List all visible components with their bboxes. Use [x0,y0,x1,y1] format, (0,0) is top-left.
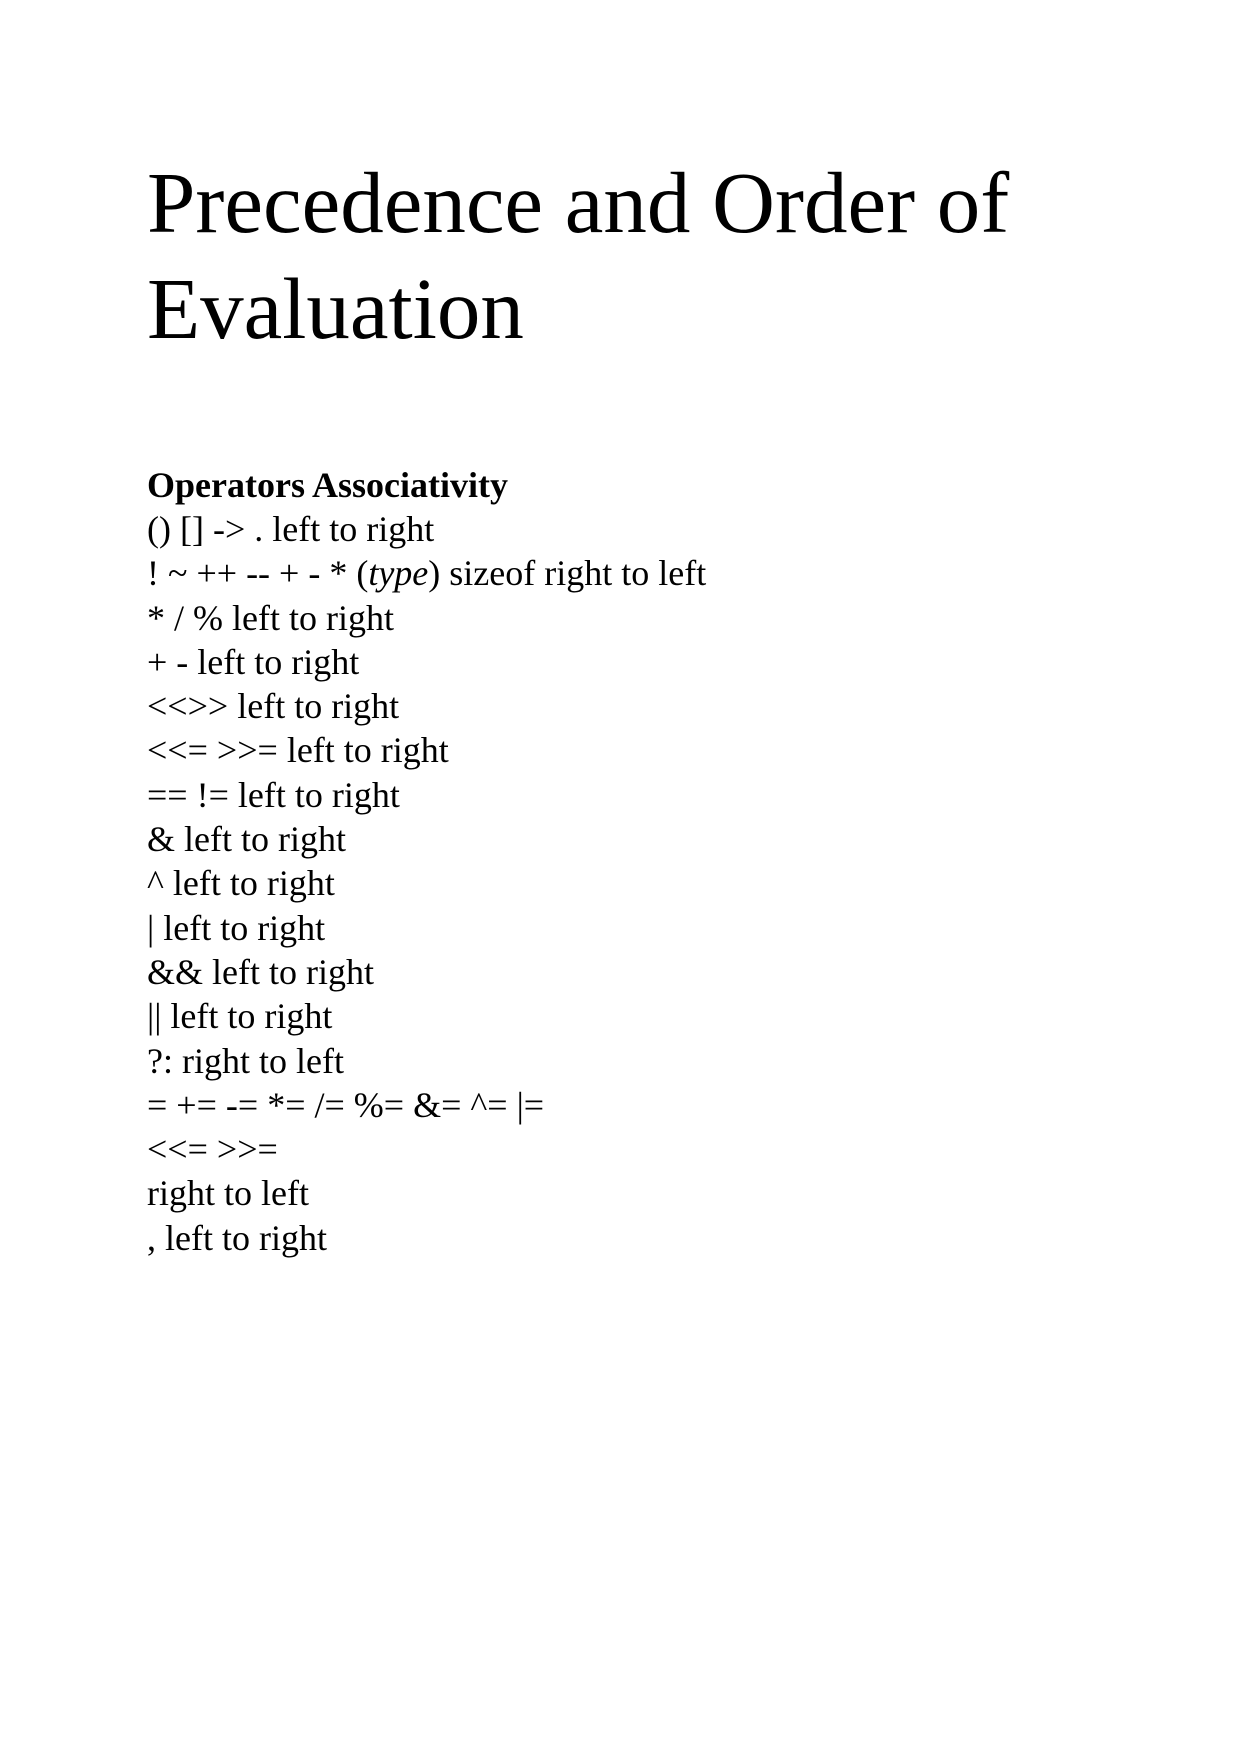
row-associativity: left to right [172,863,335,904]
row-operators: + - [147,641,189,682]
row-operators: <<= >>= [147,1129,278,1170]
title-line-1: Precedence and Order of [147,154,1010,251]
precedence-row [147,728,1147,772]
row-operators: () [] -> . [147,509,264,549]
precedence-row [147,551,1147,595]
row-associativity: left to right [232,597,394,638]
precedence-row [147,861,1147,905]
row-operators: & [147,819,176,860]
row-associativity: left to right [237,774,400,815]
row-operators: = += -= *= /= %= &= ^= |= [147,1084,545,1125]
row-operators: == != [147,774,229,815]
precedence-row [147,1039,1147,1083]
precedence-row [147,817,1147,861]
row-operators: <<>> [147,686,229,727]
operator-precedence-list [147,463,1147,1260]
row-associativity: left to right [184,819,346,860]
precedence-row [147,684,1147,728]
row-associativity: left to right [165,1217,327,1258]
row-operators: , [147,1217,156,1258]
row-associativity: left to right [170,996,333,1037]
precedence-row-operators-only [147,1127,1147,1171]
row-associativity: right to left [147,1173,309,1214]
title-line-2: Evaluation [147,260,524,357]
row-operators: <<= >>= [147,730,278,771]
precedence-row [147,640,1147,684]
row-operators: ?: [147,1040,173,1081]
precedence-row [147,994,1147,1038]
row-operators-prefix: ! ~ ++ -- + - * ( [147,553,369,594]
page-title [147,150,1147,362]
precedence-row [147,950,1147,994]
row-operators-suffix: ) sizeof [428,553,536,594]
table-header [147,463,1147,507]
row-associativity: left to right [286,730,449,771]
row-operators: || [147,996,162,1037]
precedence-row [147,906,1147,950]
row-associativity: left to right [212,951,374,992]
row-associativity: right to left [544,553,707,594]
precedence-row [147,773,1147,817]
row-operators: && [147,951,204,992]
row-associativity: left to right [272,509,435,549]
row-associativity: right to left [181,1040,344,1081]
row-operators: | [147,907,155,948]
row-associativity: left to right [237,686,400,727]
row-operators: * / % [147,597,223,638]
row-operators: ^ [147,863,164,904]
row-associativity: left to right [163,907,326,948]
operators-header: Operators [147,465,305,505]
row-operators-italic: type [368,553,429,594]
precedence-row [147,596,1147,640]
precedence-row-operators-only [147,1083,1147,1127]
row-associativity: left to right [197,641,360,682]
associativity-header: Associativity [311,465,508,505]
precedence-row-associativity-only [147,1171,1147,1215]
precedence-row [147,1216,1147,1260]
precedence-row [147,507,1147,551]
